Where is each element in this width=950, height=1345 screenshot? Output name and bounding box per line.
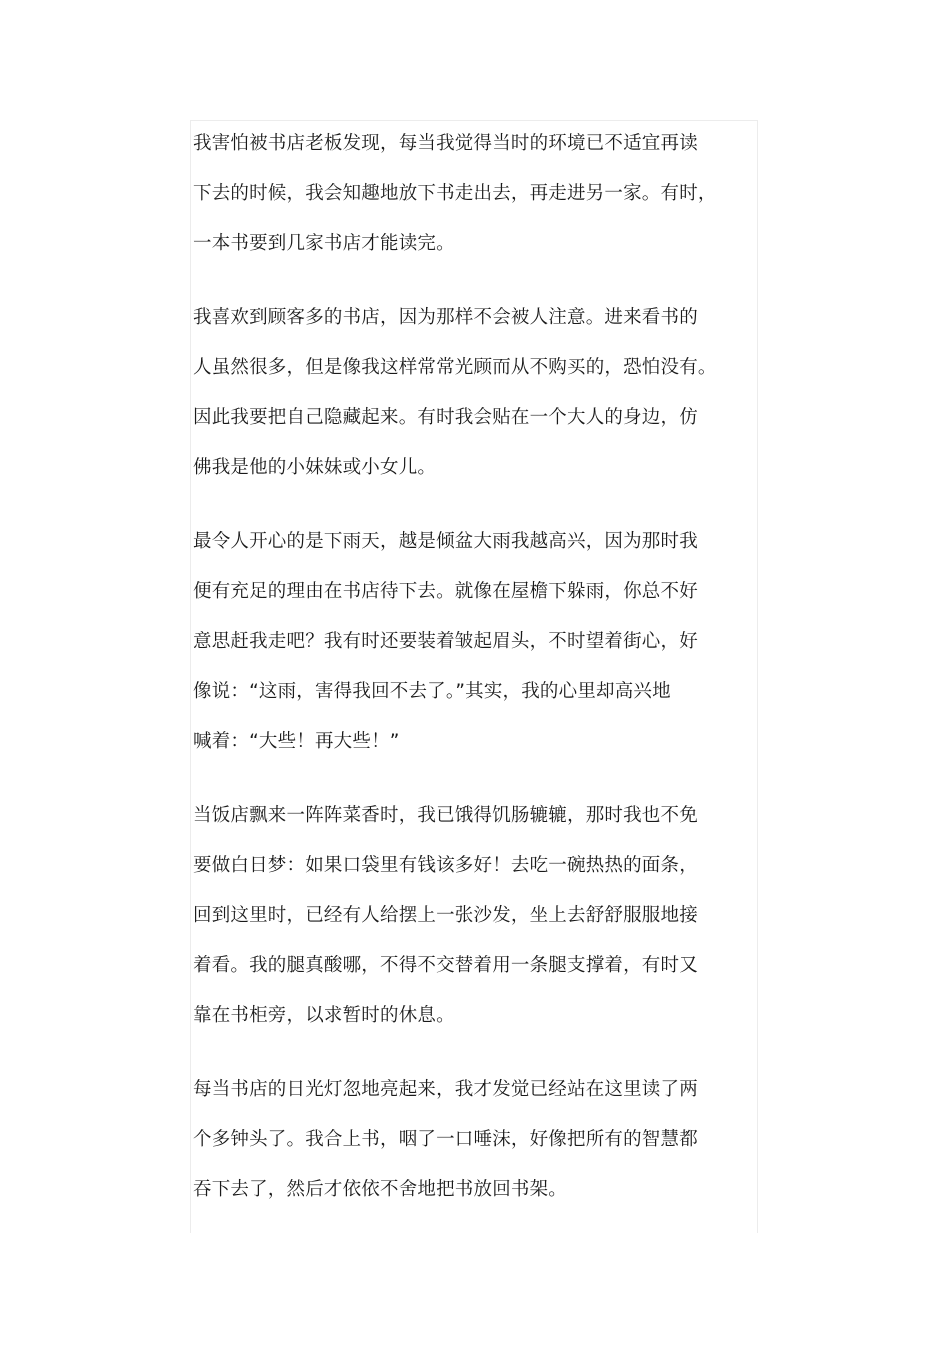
text-line: 人虽然很多，但是像我这样常常光顾而从不购买的，恐怕没有。 xyxy=(193,357,717,378)
text-line: 因此我要把自己隐藏起来。有时我会贴在一个大人的身边，仿 xyxy=(193,407,698,428)
text-line: 最令人开心的是下雨天，越是倾盆大雨我越高兴，因为那时我 xyxy=(193,531,698,552)
text-line: 我喜欢到顾客多的书店，因为那样不会被人注意。进来看书的 xyxy=(193,307,698,328)
text-line: 个多钟头了。我合上书，咽了一口唾沫，好像把所有的智慧都 xyxy=(193,1129,698,1150)
paragraph-4 xyxy=(193,791,733,1041)
text-line: 意思赶我走吧？我有时还要装着皱起眉头，不时望着街心，好 xyxy=(193,631,698,652)
paragraph-2 xyxy=(193,293,733,493)
paragraph-3 xyxy=(193,517,733,767)
text-line: 着看。我的腿真酸哪，不得不交替着用一条腿支撑着，有时又 xyxy=(193,955,698,976)
text-line: 下去的时候，我会知趣地放下书走出去，再走进另一家。有时， xyxy=(193,183,717,204)
text-line: 每当书店的日光灯忽地亮起来，我才发觉已经站在这里读了两 xyxy=(193,1079,698,1100)
text-line: 像说：“这雨，害得我回不去了。”其实，我的心里却高兴地 xyxy=(193,681,671,702)
text-line: 喊着：“大些！再大些！” xyxy=(193,731,400,752)
text-line: 回到这里时，已经有人给摆上一张沙发，坐上去舒舒服服地接 xyxy=(193,905,698,926)
text-line: 要做白日梦：如果口袋里有钱该多好！去吃一碗热热的面条， xyxy=(193,855,698,876)
text-line: 佛我是他的小妹妹或小女儿。 xyxy=(193,457,437,478)
paragraph-1 xyxy=(193,119,733,269)
text-line: 便有充足的理由在书店待下去。就像在屋檐下躲雨，你总不好 xyxy=(193,581,698,602)
text-line: 当饭店飘来一阵阵菜香时，我已饿得饥肠辘辘，那时我也不免 xyxy=(193,805,698,826)
paragraph-5 xyxy=(193,1065,733,1215)
text-line: 吞下去了，然后才依依不舍地把书放回书架。 xyxy=(193,1179,568,1200)
text-line: 我害怕被书店老板发现，每当我觉得当时的环境已不适宜再读 xyxy=(193,133,698,154)
text-line: 一本书要到几家书店才能读完。 xyxy=(193,233,455,254)
document-body xyxy=(193,119,733,1239)
text-line: 靠在书柜旁，以求暂时的休息。 xyxy=(193,1005,455,1026)
